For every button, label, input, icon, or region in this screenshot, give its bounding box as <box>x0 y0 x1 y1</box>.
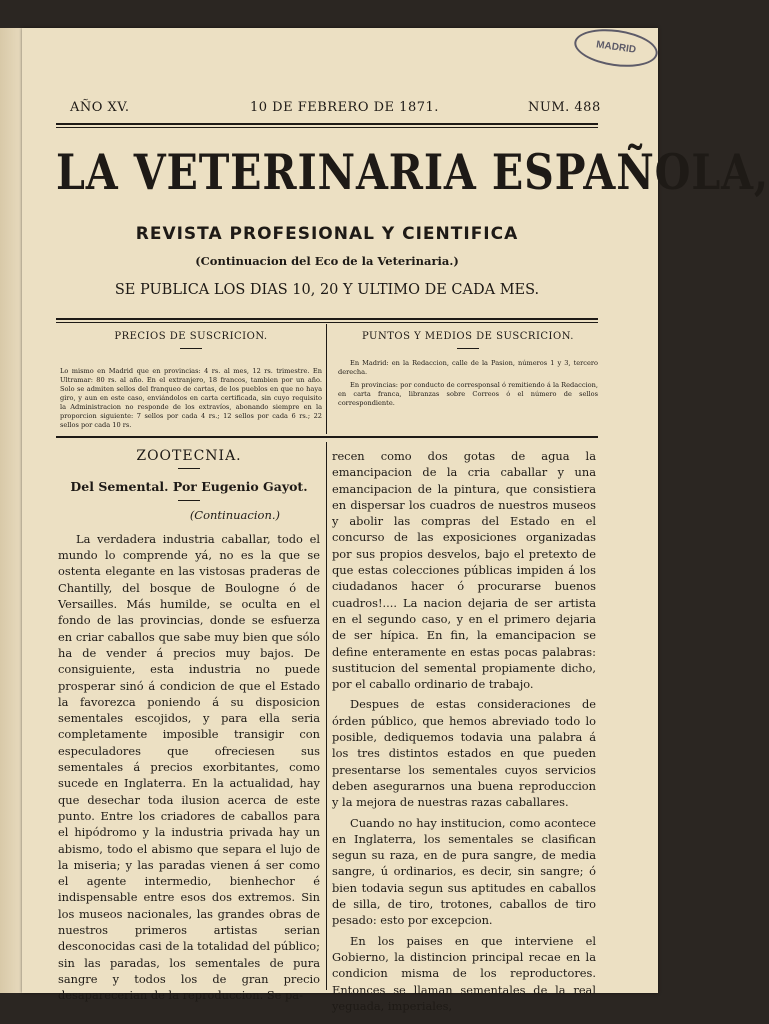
points-dash <box>457 348 479 349</box>
issue-year: AÑO XV. <box>70 100 130 115</box>
column-divider <box>326 442 327 990</box>
prices-title: PRECIOS DE SUSCRICION. <box>114 331 268 342</box>
points-provinces: En provincias: por conducto de corresponsal ó remitiendo á la Redaccion, en carta franca, libranzas sobre Correos ó el número de sellos correspondiente. <box>338 381 598 407</box>
continuation-note: (Continuacion.) <box>189 507 280 522</box>
issue-number: NUM. 488 <box>528 100 601 115</box>
publication-schedule: SE PUBLICA LOS DIAS 10, 20 Y ULTIMO DE CADA MES. <box>114 282 540 298</box>
points-title: PUNTOS Y MEDIOS DE SUSCRICION. <box>362 331 574 342</box>
points-madrid: En Madrid: en la Redaccion, calle de la Pasion, números 1 y 3, tercero derecha. <box>338 359 598 376</box>
masthead-rule-bottom <box>56 322 598 323</box>
article-paragraph: En los paises en que interviene el Gobierno, la distincion principal recae en la condicion misma de los reproductores. Entonces se llaman sementales de la real yeguada, imperiales, <box>332 933 596 1013</box>
article-right-column <box>332 448 596 1014</box>
article-left-column <box>58 448 320 1004</box>
prices-dash <box>180 348 202 349</box>
title-dash <box>178 500 200 501</box>
masthead-continuation: (Continuacion del Eco de la Veterinaria.) <box>195 254 459 268</box>
points-box <box>338 331 598 408</box>
masthead-rule-top <box>56 318 598 320</box>
header-rule-bottom <box>56 127 598 128</box>
masthead-title: LA VETERINARIA ESPAÑOLA, <box>56 143 769 201</box>
prices-box <box>60 331 322 430</box>
issue-date: 10 DE FEBRERO DE 1871. <box>250 100 439 115</box>
article-paragraph: Despues de estas consideraciones de órden público, que hemos abreviado todo lo posible, dediquemos todavia una palabra á los tres distintos estados en que pueden presentarse los sementales cuyos servicios deben asegurarnos una buena reproduccion y la mejora de nuestras razas caballares. <box>332 697 596 810</box>
masthead-subtitle: REVISTA PROFESIONAL Y CIENTIFICA <box>135 224 519 244</box>
subscription-rule <box>56 436 598 438</box>
article-paragraph: recen como dos gotas de agua la emancipacion de la cria caballar y una emancipacion de la pintura, que consistiera en dispersar los cuadros de nuestros museos y abolir las compras del Estado en el concurso de las exposiciones organizadas por sus propios desvelos, bajo el pretexto de que estas colecciones públicas impiden á los ciudadanos hacer ó procurarse buenos cuadros!.... La nacion dejaria de ser artista en el segundo caso, y en el primero dejaria de ser hípica. En fin, la emancipacion se define enteramente en estas pocas palabras: sustitucion del semental propiamente dicho, por el caballo ordinario de trabajo. <box>332 449 596 692</box>
prices-text: Lo mismo en Madrid que en provincias: 4 rs. al mes, 12 rs. trimestre. En Ultramar: 80 rs. al año. En el extranjero, 18 francos, tambien por un año. Solo se admiten sellos del franqueo de cartas, de los pueblos en que no haya giro, y aun en este caso, enviándolos en carta certificada, sin cuyo requisito la Administracion no responde de los extravíos, abonando siempre en la proporcion siguiente: 7 sellos por cada 4 rs.; 12 sellos por cada 6 rs.; 22 sellos por cada 10 rs. <box>60 367 322 429</box>
section-dash <box>178 468 200 469</box>
article-paragraph: La verdadera industria caballar, todo el mundo lo comprende yá, no es la que se ostenta elegante en las vistosas praderas de Chantilly, del bosque de Boulogne ó de Versailles. Más humilde, se oculta en el fondo de las provincias, donde se esfuerza en criar caballos que sabe muy bien que sólo ha de vender á precios muy bajos. De consiguiente, esta industria no puede prosperar sinó á condicion de que el Estado la favorezca poniendo á su disposicion sementales escojidos, y para ella seria completamente imposible transigir con especuladores que ofreciesen sus sementales á precios exorbitantes, como sucede en Inglaterra. En la actualidad, hay que desechar toda ilusion acerca de este punto. Entre los criadores de caballos para el hipódromo y la industria privada hay un abismo, todo el abismo que separa el lujo de la miseria; y las paradas vienen á ser como el agente intermedio, bienhechor é indispensable entre esos dos extremos. Sin los museos nacionales, las grandes obras de nuestros primeros artistas serian desconocidas casi de la totalidad del público; sin las paradas, los sementales de pura sangre y todos los de gran precio desaparecerian de la reproduccion. Se pa- <box>58 531 320 1003</box>
article-paragraph: Cuando no hay institucion, como acontece en Inglaterra, los sementales se clasifican segun su raza, en de pura sangre, de media sangre, ú ordinarios, es decir, sin sangre; ó bien todavia segun sus aptitudes en caballos de silla, de tiro, trotones, caballos de tiro pesado: esto por excepcion. <box>332 815 596 928</box>
subscription-divider <box>326 324 327 434</box>
adjacent-page-edge <box>0 28 24 993</box>
library-stamp: MADRID <box>572 24 660 71</box>
newspaper-page <box>22 28 769 1013</box>
article-title: Del Semental. Por Eugenio Gayot. <box>70 479 308 495</box>
section-heading: ZOOTECNIA. <box>136 448 242 464</box>
header-rule-top <box>56 123 598 125</box>
